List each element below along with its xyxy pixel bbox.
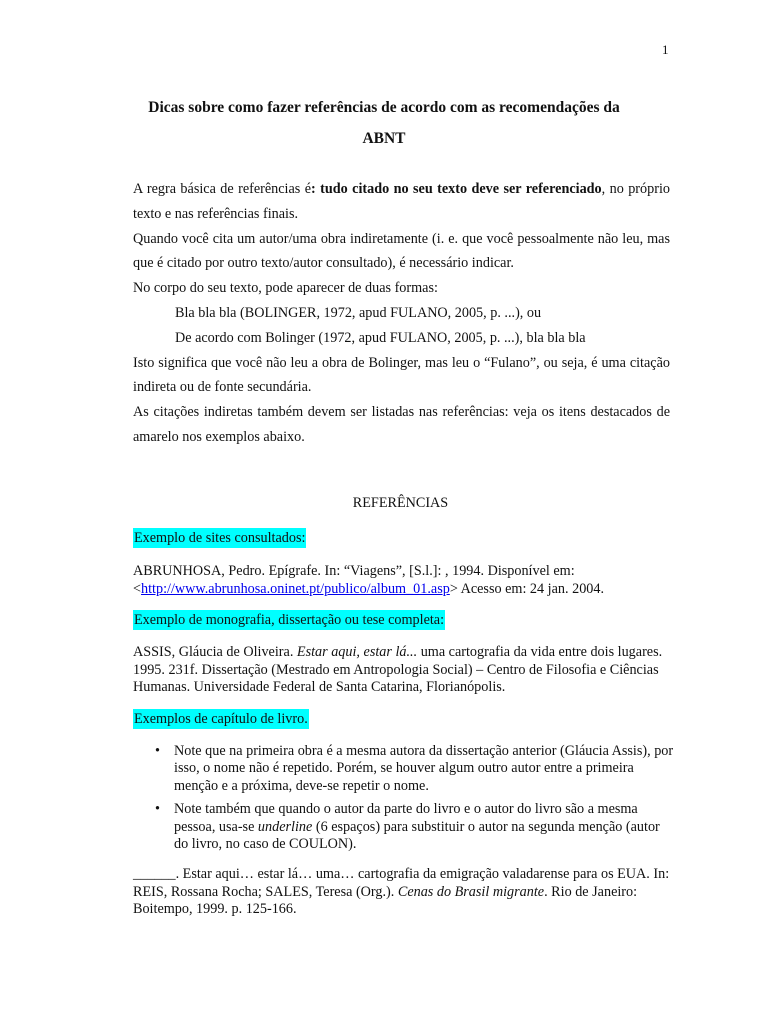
- title-line-1: Dicas sobre como fazer referências de acordo com as recomendações da: [148, 99, 620, 116]
- intro-paragraph-1: [133, 177, 670, 227]
- ref-assis-rest: uma cartografia da vida entre dois lugares. 1995. 231f. Dissertação (Mestrado em Antropologia Social) – Centro de Filosofia e Ciências Humanas. Universidade Federal de Santa Catarina, Florianópolis.: [133, 644, 663, 696]
- reference-monografia: [133, 644, 673, 697]
- reference-sites: [133, 563, 673, 598]
- section-label-sites: [133, 530, 306, 547]
- intro-paragraph-5: As citações indiretas também devem ser listadas nas referências: veja os itens destacados de amarelo nos exemplos abaixo.: [133, 404, 670, 445]
- intro-paragraph-3: No corpo do seu texto, pode aparecer de duas formas:: [133, 280, 438, 297]
- ref-assis-title: Estar aqui, estar lá...: [296, 644, 418, 660]
- notes-list: [155, 743, 675, 859]
- list-item: [155, 801, 675, 853]
- title-line-2: ABNT: [362, 130, 406, 147]
- intro-p1-end: , no próprio texto e nas referências finais.: [133, 181, 670, 222]
- intro-paragraph-4: Isto significa que você não leu a obra de Bolinger, mas leu o “Fulano”, ou seja, é uma citação indireta ou de fonte secundária.: [133, 354, 670, 396]
- reference-link[interactable]: http://www.abrunhosa.oninet.pt/publico/album_01.asp: [141, 580, 450, 597]
- note-1-text: Note que na primeira obra é a mesma autora da dissertação anterior (Gláucia Assis), por isso, o nome não é repetido. Porém, se houver algum outro autor entre a primeira menção e a próxima, deve-se repetir o nome.: [174, 743, 674, 794]
- intro-paragraph-2: Quando você cita um autor/uma obra indiretamente (i. e. que você pessoalmente não leu, mas que é citado por outro texto/autor consultado), é necessário indicar.: [133, 230, 670, 272]
- ref-chapter-start: ______. Estar aqui… estar lá… uma… cartografia da emigração valadarense para os EUA. In: REIS, Rossana Rocha; SALES, Teresa (Org.).: [133, 866, 670, 900]
- ref-abrunhosa-lt: <: [133, 580, 142, 597]
- ref-chapter-end: . Rio de Janeiro: Boitempo, 1999. p. 125-166.: [133, 883, 638, 918]
- highlight-sites: Exemplo de sites consultados:: [134, 530, 306, 546]
- reference-abrunhosa: [133, 563, 673, 598]
- highlight-monografia: Exemplo de monografia, dissertação ou tese completa:: [134, 612, 445, 628]
- reference-capitulo: [133, 866, 673, 919]
- note-2-end: (6 espaços) para substituir o autor na segunda menção (autor do livro, no caso de COULON).: [174, 818, 660, 853]
- bullet-icon: •: [155, 743, 160, 759]
- intro-text: [133, 177, 670, 450]
- highlight-capitulo: Exemplos de capítulo de livro.: [134, 711, 308, 727]
- citation-example-1: Bla bla bla (BOLINGER, 1972, apud FULANO, 2005, p. ...), ou: [175, 304, 542, 321]
- ref-abrunhosa-text: ABRUNHOSA, Pedro. Epígrafe. In: “Viagens”, [S.l.]: , 1994. Disponível em:: [133, 563, 575, 579]
- references-heading: REFERÊNCIAS: [352, 495, 449, 511]
- list-item: [155, 743, 675, 795]
- section-label-capitulo: [133, 711, 309, 728]
- intro-p1-start: A regra básica de referências é: [133, 181, 312, 197]
- page-number: 1: [662, 42, 669, 57]
- reference-assis-chapter: [133, 866, 673, 919]
- intro-p1-bold: : tudo citado no seu texto deve ser referenciado: [311, 181, 602, 197]
- note-2-start: Note também que quando o autor da parte do livro e o autor do livro são a mesma pessoa, usa-se: [174, 801, 638, 835]
- citation-example-2: De acordo com Bolinger (1972, apud FULANO, 2005, p. ...), bla bla bla: [175, 329, 586, 346]
- note-2-italic: underline: [257, 818, 313, 835]
- reference-assis: [133, 644, 673, 697]
- ref-abrunhosa-access: > Acesso em: 24 jan. 2004.: [449, 580, 605, 597]
- bullet-icon: •: [155, 801, 160, 818]
- document-title: [100, 92, 668, 154]
- ref-chapter-book-title: Cenas do Brasil migrante: [397, 883, 545, 900]
- ref-assis-author: ASSIS, Gláucia de Oliveira.: [133, 644, 297, 660]
- section-label-monografia: [133, 612, 445, 629]
